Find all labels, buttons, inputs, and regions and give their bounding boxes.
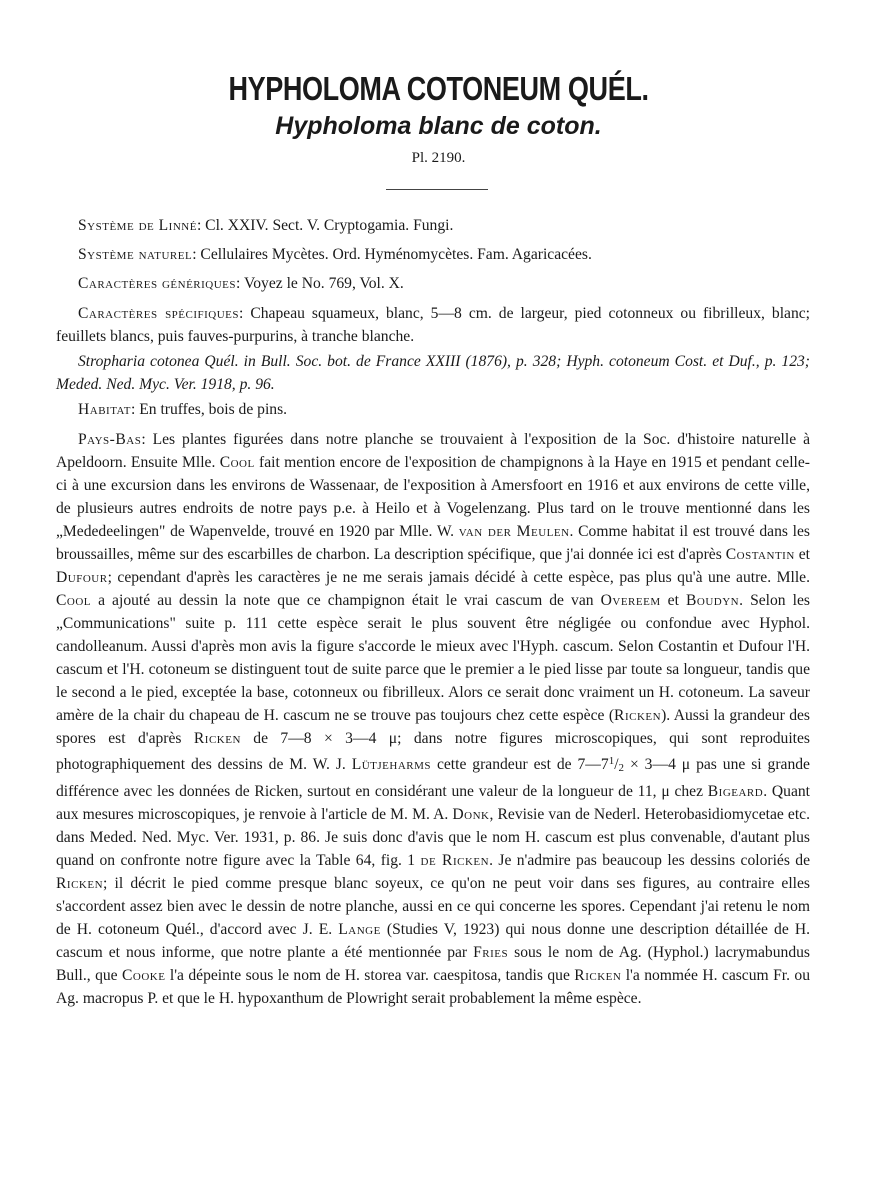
fraction-slash: / <box>614 755 619 773</box>
paysbas-text: , Revisie van de Nederl. Heterobasidiomycetae etc. dans Meded. Ned. Myc. Ver. 1931, p. 86. Je suis donc d'avis que le nom H. cascum est plus convenable, d'autant plus quand on confronte notre figure avec la Table 64, fig. 1 <box>56 805 811 869</box>
naturel-text: : Cellulaires Mycètes. Ord. Hyménomycètes. Fam. Agaricacées. <box>192 246 592 264</box>
title-divider <box>386 189 488 190</box>
habitat-paragraph <box>56 398 810 421</box>
paysbas-text: ; cependant d'après les caractères je ne me serais jamais décidé à cette espèce, pas plus qu'à une autre. Mlle. <box>107 568 810 586</box>
generiques-paragraph <box>56 272 810 295</box>
paysbas-text: a ajouté au dessin la note que ce champignon était le vrai cascum de van <box>91 591 601 609</box>
author-name: Boudyn <box>686 591 740 609</box>
paysbas-text: . Comme habitat il est trouvé dans les broussailles, même sur des escarbilles de charbon. La description spécifique, que j'ai donnée ici est d'après <box>56 522 810 563</box>
paysbas-text: × 3—4 μ pas une si grande différence avec les données de Ricken, surtout en considérant une valeur de la longueur de 11, μ chez <box>56 755 810 800</box>
paysbas-label: Pays-Bas <box>78 430 142 448</box>
paysbas-text: (Studies V, 1923) qui nous donne une description détaillée de H. cascum et nous informe, que notre plante a été mentionnée par <box>56 920 810 961</box>
plate-number: Pl. 2190. <box>411 150 466 166</box>
document-body <box>56 214 810 1016</box>
author-name: Ricken <box>193 729 241 747</box>
specifiques-text: : Chapeau squameux, blanc, 5—8 cm. de largeur, pied cotonneux ou fibrilleux, blanc; feuillets blancs, puis fauves-purpurins, à tranche blanche. <box>56 304 811 345</box>
paysbas-text: fait mention encore de l'exposition de champignons à la Haye en 1915 et pendant celle-ci à une excursion dans les environs de Wassenaar, de l'exposition à Amersfoort en 1916 et aux environs de cette ville, de plusieurs autres endroits de notre pays p.e. à Heilo et à Vogelenzang. Plus tard on le trouve mentionné dans les „Mededeelingen" de Wapenvelde, trouvé en 1920 par Mlle. W. <box>56 453 810 540</box>
paysbas-text: cette grandeur est de 7—7 <box>431 755 609 773</box>
specifiques-label: Caractères spécifiques <box>78 304 240 322</box>
paysbas-text: . Quant aux mesures microscopiques, je renvoie à l'article de M. M. A. <box>56 782 810 823</box>
author-name: Costantin <box>725 545 795 563</box>
paysbas-text: de 7—8 × 3—4 μ; dans notre figures microscopiques, qui sont reproduites photographiquement des dessins de M. W. J. <box>56 729 810 773</box>
linne-label: Système de Linné <box>78 217 197 234</box>
fraction-denominator: 2 <box>618 761 625 774</box>
paysbas-text: . Je n'admire pas beaucoup les dessins coloriés de <box>489 851 811 869</box>
author-name: Cool <box>56 591 92 609</box>
author-name: Ricken <box>614 706 662 724</box>
author-name: Fries <box>473 943 509 961</box>
linne-text: : Cl. XXIV. Sect. V. Cryptogamia. Fungi. <box>196 217 454 234</box>
author-name: Donk <box>452 805 490 823</box>
author-name: Lange <box>338 920 381 938</box>
author-name: Bigeard <box>707 782 764 800</box>
paysbas-text: et <box>794 545 810 563</box>
naturel-label: Système naturel <box>78 246 193 264</box>
specifiques-paragraph <box>56 302 810 348</box>
paysbas-text: et <box>660 591 686 609</box>
generiques-text: : Voyez le No. 769, Vol. X. <box>236 275 404 293</box>
habitat-text: : En truffes, bois de pins. <box>131 401 288 419</box>
author-name: Lütjeharms <box>351 755 432 773</box>
paysbas-text: . Selon les „Communications" suite p. 111 cette espèce serait le plus souvent être négligée ou confondue avec Hyphol. candolleanum. Aussi d'après mon avis la figure s'accorde le mieux avec l'Hyph. cascum. Selon Costantin et Dufour l'H. cascum et l'H. cotoneum se distinguent tout de suite parce que le premier a le pied lisse par toute sa longueur, tandis que le second a le pied, exceptée la base, cotonneux ou fibrilleux. Alors ce serait donc vraiment un H. cotoneum. La saveur amère de la chair du chapeau de H. cascum ne se trouve pas toujours chez cette espèce ( <box>56 591 810 724</box>
paysbas-text: l'a nommée H. cascum Fr. ou Ag. macropus P. et que le H. hypoxanthum de Plowright serait probablement la même espèce. <box>56 966 810 1007</box>
naturel-paragraph <box>56 243 810 266</box>
fraction-numerator: 1 <box>608 754 615 767</box>
paysbas-text: ; il décrit le pied comme presque blanc soyeux, ce qu'on ne peut voir dans ses figures, au contraire elles s'accordent assez bien avec le dessin de notre planche, aussi en ce qui concerne les spores. Cependant j'ai retenu le nom de H. cotoneum Quél., d'accord avec J. E. <box>56 874 810 938</box>
linne-paragraph <box>56 214 810 237</box>
habitat-label: Habitat <box>78 401 131 419</box>
author-name: de Ricken <box>420 851 490 869</box>
generiques-label: Caractères génériques <box>78 275 237 293</box>
paysbas-text: sous le nom de Ag. (Hyphol.) lacrymabundus Bull., que <box>56 943 810 984</box>
synonymy-paragraph: Stropharia cotonea Quél. in Bull. Soc. bot. de France XXIII (1876), p. 328; Hyph. cotoneum Cost. et Duf., p. 123; Meded. Ned. Myc. Ver. 1918, p. 96. <box>56 353 810 394</box>
paysbas-paragraph <box>56 428 810 1010</box>
author-name: Ricken <box>56 874 104 892</box>
page-subtitle: Hypholoma blanc de coton. <box>275 112 602 140</box>
page-title: HYPHOLOMA COTONEUM QUÉL. <box>228 70 649 107</box>
author-name: van der Meulen <box>458 522 570 540</box>
author-name: Cooke <box>122 966 166 984</box>
paysbas-text: l'a dépeinte sous le nom de H. storea var. caespitosa, tandis que <box>165 966 575 984</box>
paysbas-text: ). Aussi la grandeur des spores est d'après <box>56 706 811 747</box>
author-name: Overeem <box>600 591 661 609</box>
author-name: Cool <box>219 453 255 471</box>
author-name: Dufour <box>56 568 108 586</box>
author-name: Ricken <box>574 966 622 984</box>
paysbas-text: : Les plantes figurées dans notre planche se trouvaient à l'exposition de la Soc. d'histoire naturelle à Apeldoorn. Ensuite Mlle. <box>56 430 810 471</box>
